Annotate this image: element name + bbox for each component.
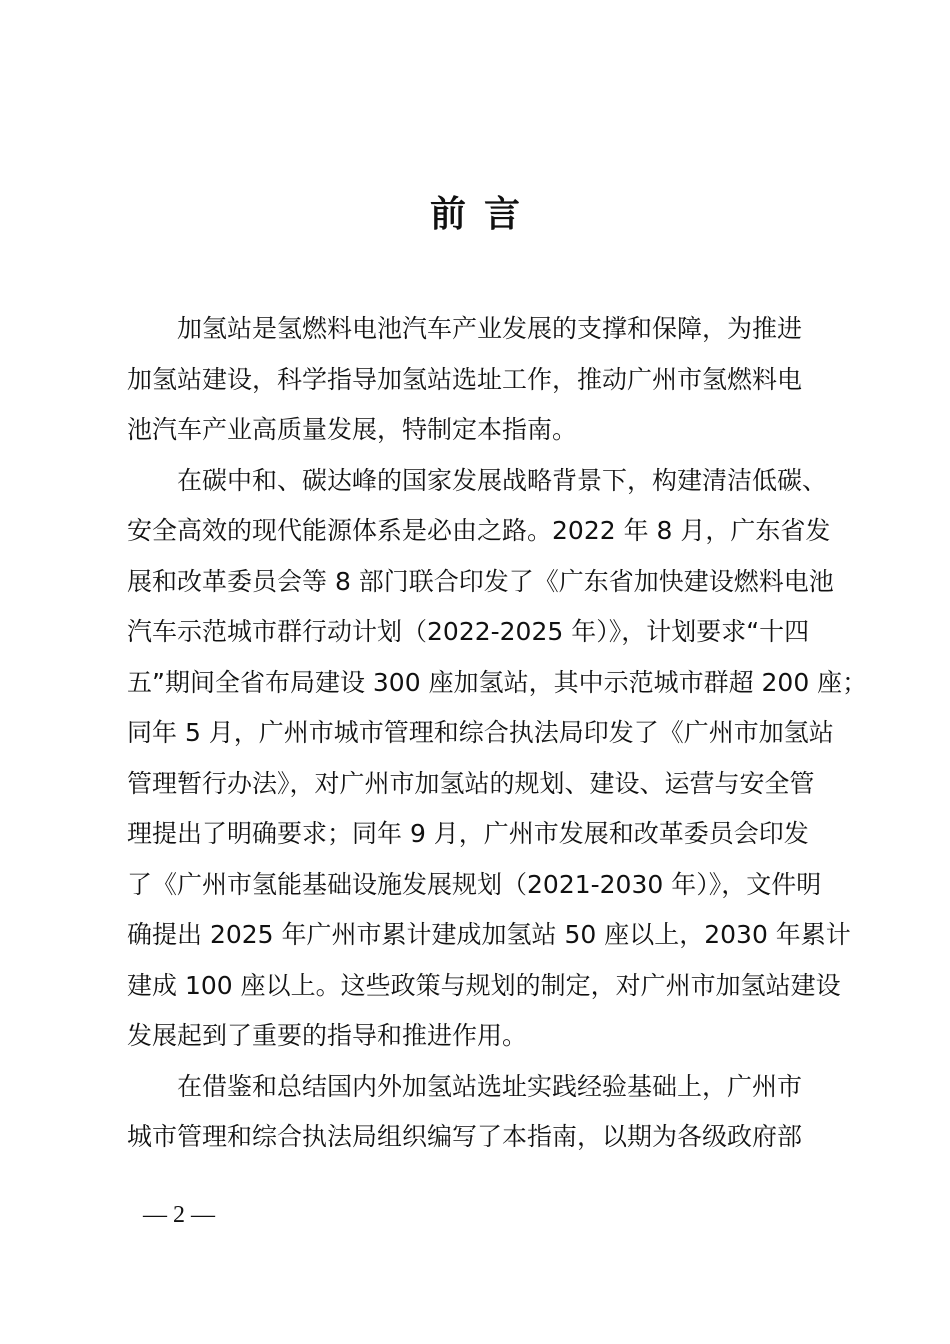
paragraph-2-line-6: 同年 5 月，广州市城市管理和综合执法局印发了《广州市加氢站 <box>127 718 834 747</box>
paragraph-1-line-1: 加氢站是氢燃料电池汽车产业发展的支撑和保障，为推进 <box>177 314 803 343</box>
paragraph-2-line-5: 五”期间全省布局建设 300 座加氢站，其中示范城市群超 200 座； <box>127 667 868 697</box>
body-text <box>127 304 868 1163</box>
paragraph-2-line-1: 在碳中和、碳达峰的国家发展战略背景下，构建清洁低碳、 <box>177 465 828 495</box>
paragraph-2-line-3: 展和改革委员会等 8 部门联合印发了《广东省加快建设燃料电池 <box>127 566 834 596</box>
paragraph-2-line-4: 汽车示范城市群行动计划（2022-2025 年）》，计划要求“十四 <box>127 617 810 646</box>
paragraph-2-line-9: 了《广州市氢能基础设施发展规划（2021-2030 年）》，文件明 <box>127 869 822 899</box>
paragraph-1-line-2: 加氢站建设，科学指导加氢站选址工作，推动广州市氢燃料电 <box>127 364 803 394</box>
page-title: 前言 <box>429 194 538 235</box>
paragraph-3-line-2: 城市管理和综合执法局组织编写了本指南，以期为各级政府部 <box>127 1122 803 1151</box>
paragraph-2-line-12: 发展起到了重要的指导和推进作用。 <box>127 1021 528 1050</box>
paragraph-2-line-10: 确提出 2025 年广州市累计建成加氢站 50 座以上，2030 年累计 <box>127 920 851 949</box>
page-number: — 2 — <box>143 1202 215 1228</box>
paragraph-2-line-2: 安全高效的现代能源体系是必由之路。2022 年 8 月，广东省发 <box>127 516 831 545</box>
paragraph-2-line-8: 理提出了明确要求；同年 9 月，广州市发展和改革委员会印发 <box>127 819 809 848</box>
paragraph-2-line-7: 管理暂行办法》，对广州市加氢站的规划、建设、运营与安全管 <box>127 768 815 798</box>
paragraph-1-line-3: 池汽车产业高质量发展，特制定本指南。 <box>127 415 578 444</box>
paragraph-3-line-1: 在借鉴和总结国内外加氢站选址实践经验基础上，广州市 <box>177 1071 803 1101</box>
paragraph-2-line-11: 建成 100 座以上。这些政策与规划的制定，对广州市加氢站建设 <box>127 970 841 1000</box>
